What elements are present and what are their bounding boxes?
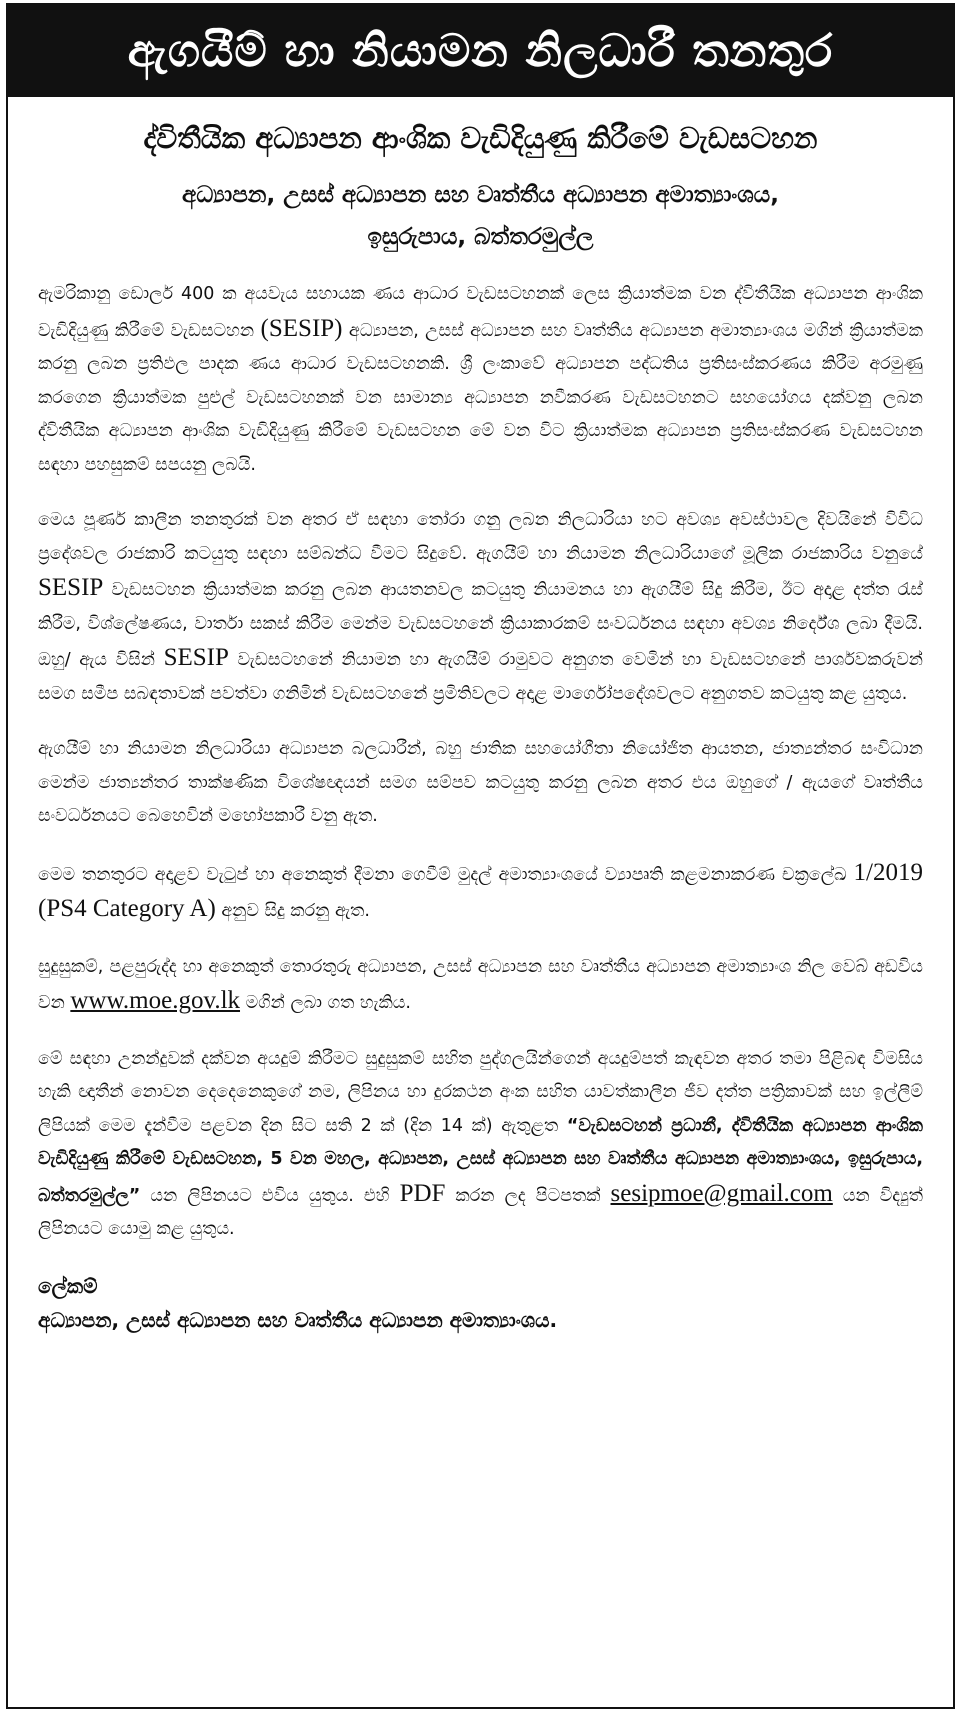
pdf-label: PDF [399, 1179, 446, 1207]
banner-title-text: ඇගයීම් හා නියාමන නිලධාරී තනතුර [127, 24, 834, 77]
application-text-4: යන විද්‍යුත් ලිපිනයට යොමු කළ යුතුය. [38, 1185, 923, 1239]
signature-title: ලේකම් [38, 1273, 98, 1298]
email-link[interactable]: sesipmoe@gmail.com [610, 1179, 833, 1207]
paragraph-application [38, 1043, 923, 1247]
website-text-2: මගින් ලබා ගත හැකිය. [240, 993, 411, 1013]
overview-text-1: ඇමරිකානු ඩොලර් 400 ක අයවැය සහායක ණය ආධාර වැඩසටහනක් ලෙස ක්‍රියාත්මක වන ද්විතීයික අධ්‍යාපන ආංශික වැඩිදියුණු කිරීමේ වැඩසටහන [38, 284, 923, 341]
sesip-acronym: SESIP [38, 574, 104, 601]
application-text-2: යන ලිපිනයට එවිය යුතුය. එහි [140, 1185, 400, 1206]
duties-text-2: වැඩසටහන ක්‍රියාත්මක කරනු ලබන ආයතනවල කටයුතු නියාමනය හා ඇගයීම් සිදු කිරීම, ඊට අදාළ දත්ත රැස් කිරීම, විශ්ලේෂණය, වාර්තා සකස් කිරීම මෙන්ම වැඩසටහනේ ක්‍රියාකාරකම් සංවර්ධනය සඳහා අවශ්‍ය නිර්දේශ ලබා දීමයි. ඔහු/ ඇය විසින් [38, 580, 923, 670]
website-text-1: සුදුසුකම්, පළපුරුද්ද හා අනෙකුත් තොරතුරු අධ්‍යාපන, උසස් අධ්‍යාපන සහ වෘත්තීය අධ්‍යාපන අමාත්‍යාංශ නිල වෙබ් අඩවිය වන [38, 956, 923, 1013]
salary-text-1: මෙම තනතුරට අදාළව වැටුප් හා අනෙකුත් දීමනා ගෙවීම් මුදල් අමාත්‍යාංශයේ ව්‍යාපෘති කළමනාකරණ චක්‍රලේඛ [38, 864, 854, 885]
paragraph-duties [38, 504, 923, 711]
salary-text-2: අනුව සිදු කරනු ඇත. [215, 901, 370, 921]
paragraph-overview [38, 278, 923, 482]
application-text-3: කරන ලද පිටපතක් [445, 1185, 611, 1206]
circular-number: 1/2019 (PS4 Category A) [38, 858, 923, 922]
ministry-name: අධ්‍යාපන, උසස් අධ්‍යාපන සහ වෘත්තීය අධ්‍යාපන අමාත්‍යාංශය, [182, 182, 779, 208]
program-title: ද්විතීයික අධ්‍යාපන ආංශික වැඩිදියුණු කිරීමේ වැඩසටහන [143, 121, 818, 155]
advertisement-page [6, 3, 955, 1709]
website-link[interactable]: www.moe.gov.lk [70, 987, 241, 1014]
sesip-acronym: (SESIP) [260, 314, 343, 342]
overview-text-2: අධ්‍යාපන, උසස් අධ්‍යාපන සහ වෘත්තීය අධ්‍යාපන අමාත්‍යාංශය මගින් ක්‍රියාත්මක කරනු ලබන ප්‍රතිඵල පාදක ණය ආධාර වැඩසටහනකි. ශ්‍රී ලංකාවේ අධ්‍යාපන පද්ධතිය ප්‍රතිසංස්කරණය කිරීම අරමුණු කරගෙන ක්‍රියාත්මක පුළුල් වැඩසටහනක් වන සාමාන්‍ය අධ්‍යාපන නවීකරණ වැඩසටහනට සහයෝගය දක්වනු ලබන ද්විතීයික අධ්‍යාපන ආංශික වැඩිදියුණු කිරීමේ වැඩසටහන මේ වන විට ක්‍රියාත්මක අධ්‍යාපන ප්‍රතිසංස්කරණ වැඩසටහන සඳහා පහසුකම් සපයනු ලබයි. [38, 320, 923, 475]
paragraph-salary [38, 856, 923, 929]
paragraph-collaboration: ඇගයීම් හා නියාමන නිලධාරියා අධ්‍යාපන බලධාරීන්, බහු ජාතික සහයෝගීතා නියෝජිත ආයතන, ජාත්‍යන්තර සංවිධාන මෙන්ම ජාත්‍යන්තර තාක්ෂණික විශේෂඥයන් සමග සම්පව කටයුතු කරනු ලබන අතර එය ඔහුගේ / ඇයගේ වෘත්තීය සංවර්ධනයට බෙහෙවින් මහෝපකාරී වනු ඇත. [38, 739, 923, 826]
signature-organization: අධ්‍යාපන, උසස් අධ්‍යාපන සහ වෘත්තීය අධ්‍යාපන අමාත්‍යාංශය. [38, 1307, 558, 1332]
application-text-1: මේ සඳහා උනන්දුවක් දක්වන අයදුම් කිරීමට සුදුසුකම් සහිත පුද්ගලයින්ගෙන් අයදුම්පත් කැඳවන අතර තමා පිළිබඳ විමසිය හැකි ඥාතීන් නොවන දෙදෙනෙකුගේ නම, ලිපිනය හා දුරකථන අංක සහිත යාවත්කාලීන ජීව දත්ත පත්‍රිකාවක් සහ ඉල්ලීම් ලිපියක් මෙම දැන්වීම පළවන දින සිට සති 2 ක් (දින 14 ක්) ඇතුළත [38, 1048, 923, 1136]
ministry-address: ඉසුරුපාය, බත්තරමුල්ල [367, 224, 594, 250]
duties-text-1: මෙය පූර්ණ කාලීන තනතුරක් වන අතර ඒ සඳහා තෝරා ගනු ලබන නිලධාරියා හට අවශ්‍ය අවස්ථාවල දිවයිනේ විවිධ ප්‍රදේශවල රාජකාරි කටයුතු සඳහා සම්බන්ධ වීමට සිදුවේ. ඇගයීම් හා නියාමන නිලධාරියාගේ මූලික රාජකාරිය වනුයේ [38, 510, 923, 564]
sesip-acronym: SESIP [163, 644, 229, 671]
content [8, 97, 953, 1337]
postal-address: “වැඩසටහන් ප්‍රධානී, ද්විතීයික අධ්‍යාපන ආංශික වැඩිදියුණු කිරීමේ වැඩසටහන, 5 වන මහල, අධ්‍යාපන, උසස් අධ්‍යාපන සහ වෘත්තීය අධ්‍යාපන අමාත්‍යාංශය, ඉසුරුපාය, බත්තරමුල්ල” [38, 1115, 923, 1206]
banner-title [8, 5, 953, 97]
paragraph-website [38, 951, 923, 1021]
duties-text-3: වැඩසටහනේ නියාමන හා ඇගයීම් රාමුවට අනුගත වෙමින් හා වැඩසටහනේ පාර්ශවකරුවන් සමග සමීප සබඳතාවක් පවත්වා ගනිමින් වැඩසටහනේ ප්‍රමිතිවලට අදාළ මාර්ගෝපදේශවලට අනුගතව කටයුතු කළ යුතුය. [38, 650, 923, 704]
